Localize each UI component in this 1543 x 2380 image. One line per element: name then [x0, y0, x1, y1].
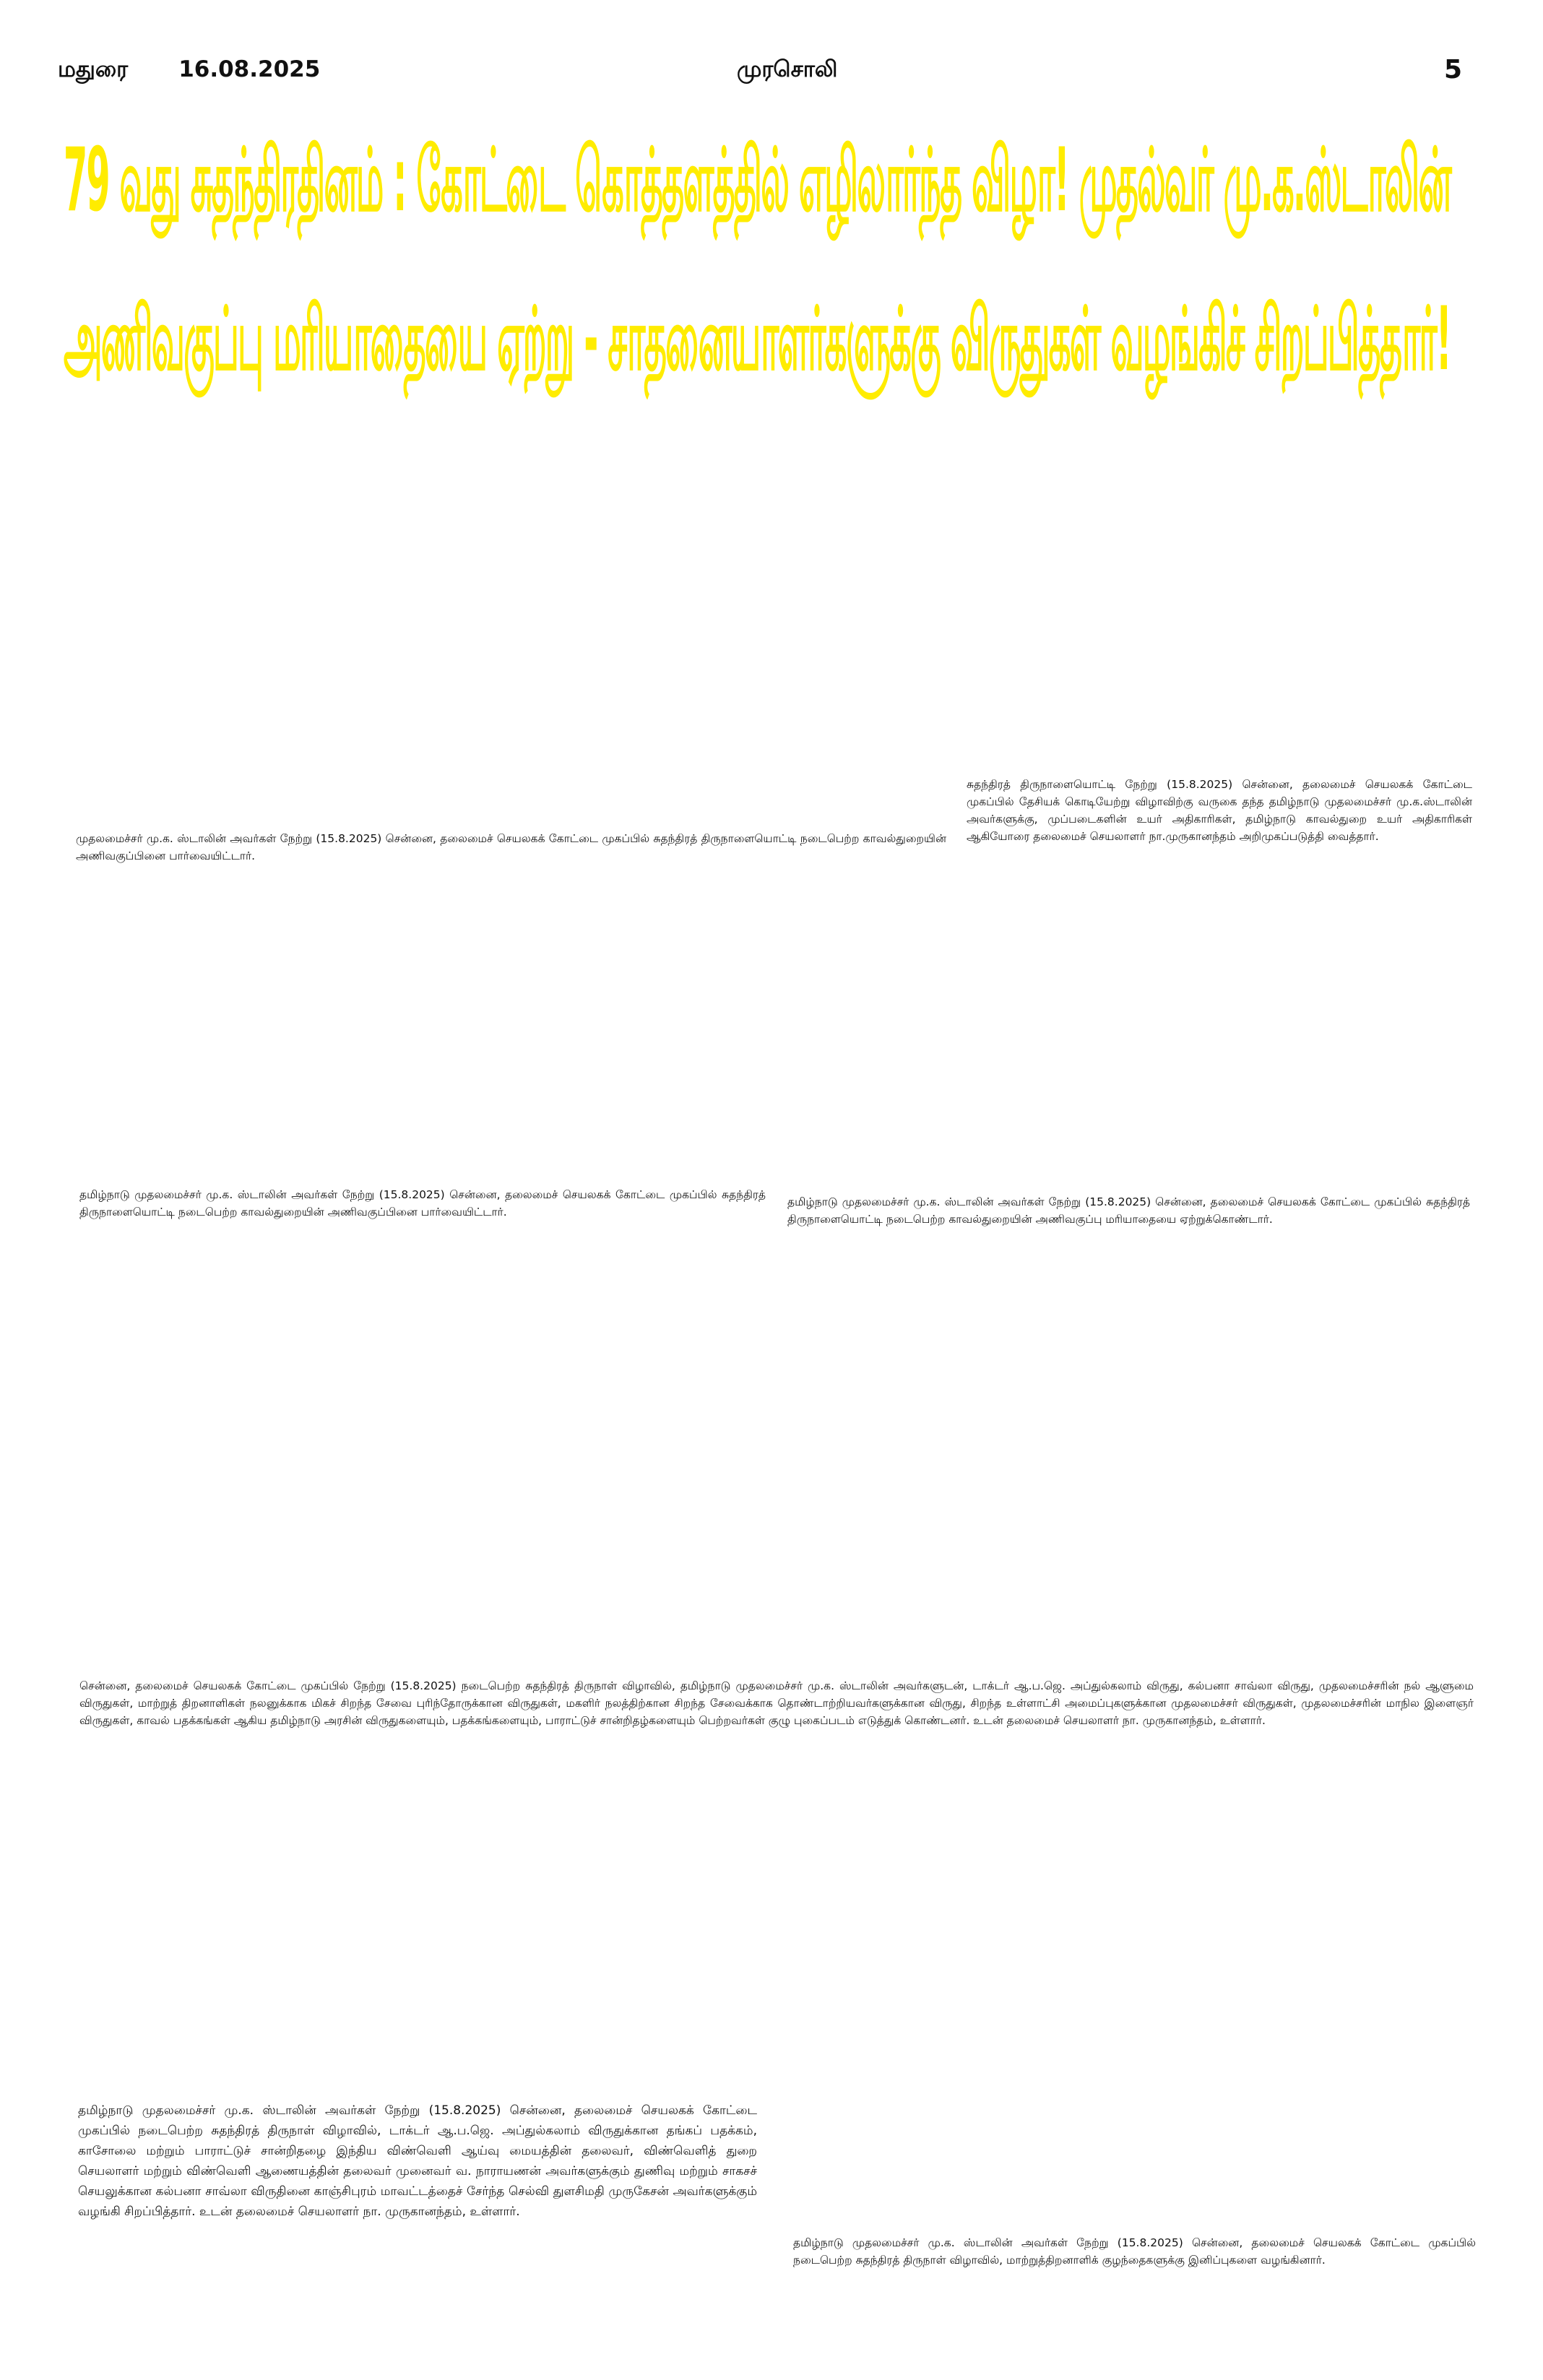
page-number: 5 — [1443, 55, 1462, 85]
headline-line-1: 79 வது சுதந்திரதினம் : கோட்டை கொத்தளத்தில் எழிலார்ந்த விழா! முதல்வர் மு.க.ஸ்டாலின் — [64, 130, 1451, 232]
headline-line-2: அணிவகுப்பு மரியாதையை ஏற்று - சாதனையாளர்களுக்கு விருதுகள் வழங்கிச் சிறப்பித்தார்! — [64, 289, 1451, 391]
issue-date: 16.08.2025 — [178, 56, 321, 82]
photo-caption-officials-introduction: சுதந்திரத் திருநாளையொட்டி நேற்று (15.8.2025) சென்னை, தலைமைச் செயலகக் கோட்டை முகப்பில் தேசியக் கொடியேற்று விழாவிற்கு வருகை தந்த தமிழ்நாடு முதலமைச்சர் மு.க.ஸ்டாலின் அவர்களுக்கு, முப்படைகளின் உயர் அதிகாரிகள், தமிழ்நாடு காவல்துறை உயர் அதிகாரிகள் ஆகியோரை தலைமைச் செயலாளர் நா.முருகானந்தம் அறிமுகப்படுத்தி வைத்தார். — [967, 778, 1472, 843]
edition-date — [58, 56, 320, 85]
photo-caption-parade-inspection: முதலமைச்சர் மு.க. ஸ்டாலின் அவர்கள் நேற்று (15.8.2025) சென்னை, தலைமைச் செயலகக் கோட்டை முகப்பில் சுதந்திரத் திருநாளையொட்டி நடைபெற்ற காவல்துறையின் அணிவகுப்பினை பார்வையிட்டார். — [76, 832, 946, 862]
photo-caption-parade-review: தமிழ்நாடு முதலமைச்சர் மு.க. ஸ்டாலின் அவர்கள் நேற்று (15.8.2025) சென்னை, தலைமைச் செயலகக் கோட்டை முகப்பில் சுதந்திரத் திருநாளையொட்டி நடைபெற்ற காவல்துறையின் அணிவகுப்பினை பார்வையிட்டார். — [79, 1188, 766, 1219]
photo-caption-guard-of-honour: தமிழ்நாடு முதலமைச்சர் மு.க. ஸ்டாலின் அவர்கள் நேற்று (15.8.2025) சென்னை, தலைமைச் செயலகக் கோட்டை முகப்பில் சுதந்திரத் திருநாளையொட்டி நடைபெற்ற காவல்துறையின் அணிவகுப்பு மரியாதையை ஏற்றுக்கொண்டார். — [787, 1195, 1470, 1226]
photo-caption-sweets-distribution: தமிழ்நாடு முதலமைச்சர் மு.க. ஸ்டாலின் அவர்கள் நேற்று (15.8.2025) சென்னை, தலைமைச் செயலகக் கோட்டை முகப்பில் நடைபெற்ற சுதந்திரத் திருநாள் விழாவில், மாற்றுத்திறனாளிக் குழந்தைகளுக்கு இனிப்புகளை வழங்கினார். — [793, 2236, 1476, 2267]
photo-caption-kalam-award: தமிழ்நாடு முதலமைச்சர் மு.க. ஸ்டாலின் அவர்கள் நேற்று (15.8.2025) சென்னை, தலைமைச் செயலகக் கோட்டை முகப்பில் நடைபெற்ற சுதந்திரத் திருநாள் விழாவில், டாக்டர் ஆ.ப.ஜெ. அப்துல்கலாம் விருதுக்கான தங்கப் பதக்கம், காசோலை மற்றும் பாராட்டுச் சான்றிதழை இந்திய விண்வெளி ஆய்வு மையத்தின் தலைவர், விண்வெளித் துறை செயலாளர் மற்றும் விண்வெளி ஆணையத்தின் தலைவர் முனைவர் வ. நாராயணன் அவர்களுக்கும் துணிவு மற்றும் சாகசச் செயலுக்கான கல்பனா சாவ்லா விருதினை காஞ்சிபுரம் மாவட்டத்தைச் சேர்ந்த செல்வி துளசிமதி முருகேசன் அவர்களுக்கும் வழங்கி சிறப்பித்தார். உடன் தலைமைச் செயலாளர் நா. முருகானந்தம், உள்ளார். — [78, 2103, 757, 2219]
masthead: முரசொலி — [737, 56, 838, 82]
edition-name: மதுரை — [58, 56, 129, 82]
photo-caption-awardees-group: சென்னை, தலைமைச் செயலகக் கோட்டை முகப்பில் நேற்று (15.8.2025) நடைபெற்ற சுதந்திரத் திருநாள் விழாவில், தமிழ்நாடு முதலமைச்சர் மு.க. ஸ்டாலின் அவர்களுடன், டாக்டர் ஆ.ப.ஜெ. அப்துல்கலாம் விருது, கல்பனா சாவ்லா விருது, முதலமைச்சரின் நல் ஆளுமை விருதுகள், மாற்றுத் திறனாளிகள் நலனுக்காக மிகச் சிறந்த சேவை புரிந்தோருக்கான விருதுகள், மகளிர் நலத்திற்கான சிறந்த சேவைக்காக தொண்டாற்றியவர்களுக்கான விருது, சிறந்த உள்ளாட்சி அமைப்புகளுக்கான முதலமைச்சர் விருதுகள், முதலமைச்சரின் மாநில இளைஞர் விருதுகள், காவல் பதக்கங்கள் ஆகிய தமிழ்நாடு அரசின் விருதுகளையும், பதக்கங்களையும், பாராட்டுச் சான்றிதழ்களையும் பெற்றவர்கள் குழு புகைப்படம் எடுத்துக் கொண்டனர். உடன் தலைமைச் செயலாளர் நா. முருகானந்தம், உள்ளார். — [79, 1679, 1474, 1727]
